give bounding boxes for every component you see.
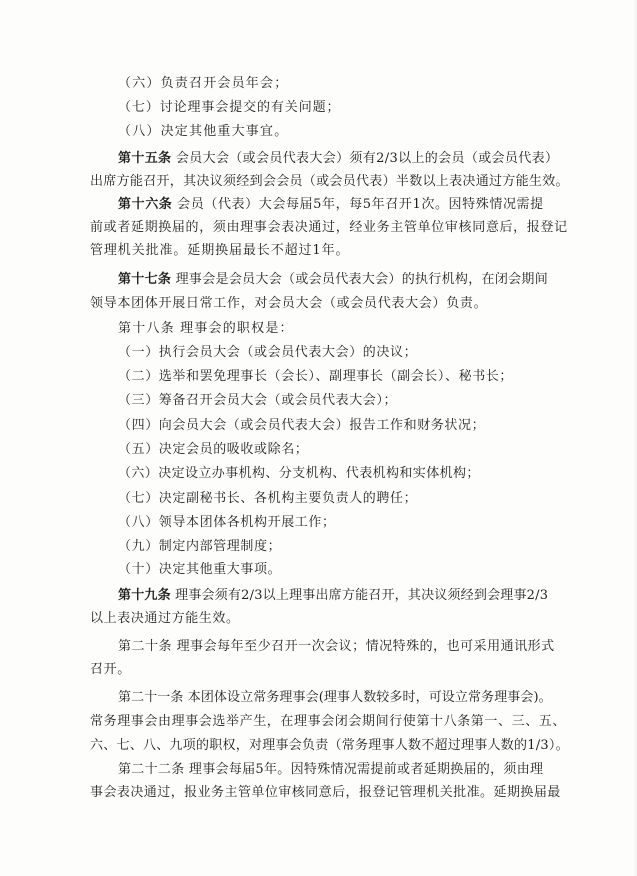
line-text: （六）决定设立办事机构、分支机构、代表机构和实体机构； <box>118 466 480 481</box>
line-text: 第十八条 理事会的职权是： <box>118 321 294 336</box>
line-text: （七）决定副秘书长、各机构主要负责人的聘任； <box>118 491 418 506</box>
text-line <box>118 562 281 578</box>
text-line <box>118 418 485 434</box>
text-line <box>90 785 561 801</box>
line-text: 以上表决通过方能生效。 <box>90 611 240 626</box>
article-line <box>118 197 544 213</box>
text-line <box>118 539 281 555</box>
article-line <box>118 272 548 288</box>
line-text: （九）制定内部管理制度； <box>118 539 282 554</box>
article-label: 第十七条 <box>118 272 172 287</box>
text-line <box>118 321 294 337</box>
line-text: （一）执行会员大会（或会员代表大会）的决议； <box>118 345 418 360</box>
article-label: 第十六条 <box>118 197 173 212</box>
text-line <box>90 243 349 259</box>
article-label: 第十五条 <box>118 151 172 166</box>
line-text: 理事会是会员大会（或会员代表大会）的执行机构，在闭会期间 <box>171 272 549 287</box>
line-text: 常务理事会由理事会选举产生，在理事会闭会期间行使第十八条第一、三、五、 <box>90 714 567 729</box>
line-text: （八）决定其他重大事宜。 <box>118 124 289 139</box>
page-edge-shadow <box>633 0 637 876</box>
text-line <box>118 345 417 361</box>
line-text: 会员（代表）大会每届5年，每5年召开1次。因特殊情况需提 <box>172 197 544 212</box>
article-line <box>118 151 558 167</box>
line-text: （六）负责召开会员年会； <box>118 76 289 91</box>
line-text: （四）向会员大会（或会员代表大会）报告工作和财务状况； <box>118 418 486 433</box>
line-text: （二）选举和罢免理事长（会长）、副理事长（副会长）、秘书长； <box>118 369 514 384</box>
text-line <box>118 491 417 507</box>
line-text: 管理机关批准。延期换届最长不超过1年。 <box>90 243 350 258</box>
text-line <box>90 174 569 190</box>
line-text: 理事会须有2/3以上理事出席方能召开，其决议须经到会理事2/3 <box>170 588 549 603</box>
text-line <box>90 662 131 678</box>
text-line <box>90 296 487 312</box>
article-label: 第十九条 <box>118 588 171 603</box>
line-text: 前或者延期换届的，须由理事会表决通过，经业务主管单位审核同意后，报登记 <box>90 220 568 235</box>
text-line <box>118 466 480 482</box>
line-text: （三）筹备召开会员大会（或会员代表大会）； <box>118 393 398 408</box>
line-text: （七）讨论理事会提交的有关问题； <box>118 100 341 115</box>
text-line <box>90 738 569 754</box>
line-text: （十）决定其他重大事项。 <box>118 562 282 577</box>
text-line <box>118 639 555 655</box>
line-text: 召开。 <box>90 662 131 677</box>
line-text: 事会表决通过，报业务主管单位审核同意后，报登记管理机关批准。延期换届最 <box>90 785 561 800</box>
text-line <box>90 611 240 627</box>
text-line <box>118 76 288 92</box>
article-line <box>118 588 548 604</box>
line-text: 出席方能召开，其决议须经到会会员（或会员代表）半数以上表决通过方能生效。 <box>90 174 569 189</box>
text-line <box>118 515 336 531</box>
line-text: 六、七、八、九项的职权，对理事会负责（常务理事人数不超过理事人数的1/3）。 <box>90 738 569 753</box>
text-line <box>90 714 566 730</box>
text-line <box>118 762 543 778</box>
text-line <box>118 369 513 385</box>
line-text: 第二十二条 理事会每届5年。因特殊情况需提前或者延期换届的，须由理 <box>118 762 544 777</box>
line-text: 领导本团体开展日常工作，对会员大会（或会员代表大会）负责。 <box>90 296 488 311</box>
text-line <box>90 220 568 236</box>
text-line <box>118 100 340 116</box>
line-text: 第二十一条 本团体设立常务理事会(理事人数较多时，可设立常务理事会)。 <box>118 690 552 705</box>
line-text: （五）决定会员的吸收或除名； <box>118 442 309 457</box>
text-line <box>118 690 552 706</box>
line-text: 第二十条 理事会每年至少召开一次会议；情况特殊的，也可采用通讯形式 <box>118 639 555 654</box>
text-line <box>118 124 288 140</box>
line-text: 会员大会（或会员代表大会）须有2/3以上的会员（或会员代表） <box>171 151 559 166</box>
text-line <box>118 442 308 458</box>
text-line <box>118 393 397 409</box>
line-text: （八）领导本团体各机构开展工作； <box>118 515 336 530</box>
